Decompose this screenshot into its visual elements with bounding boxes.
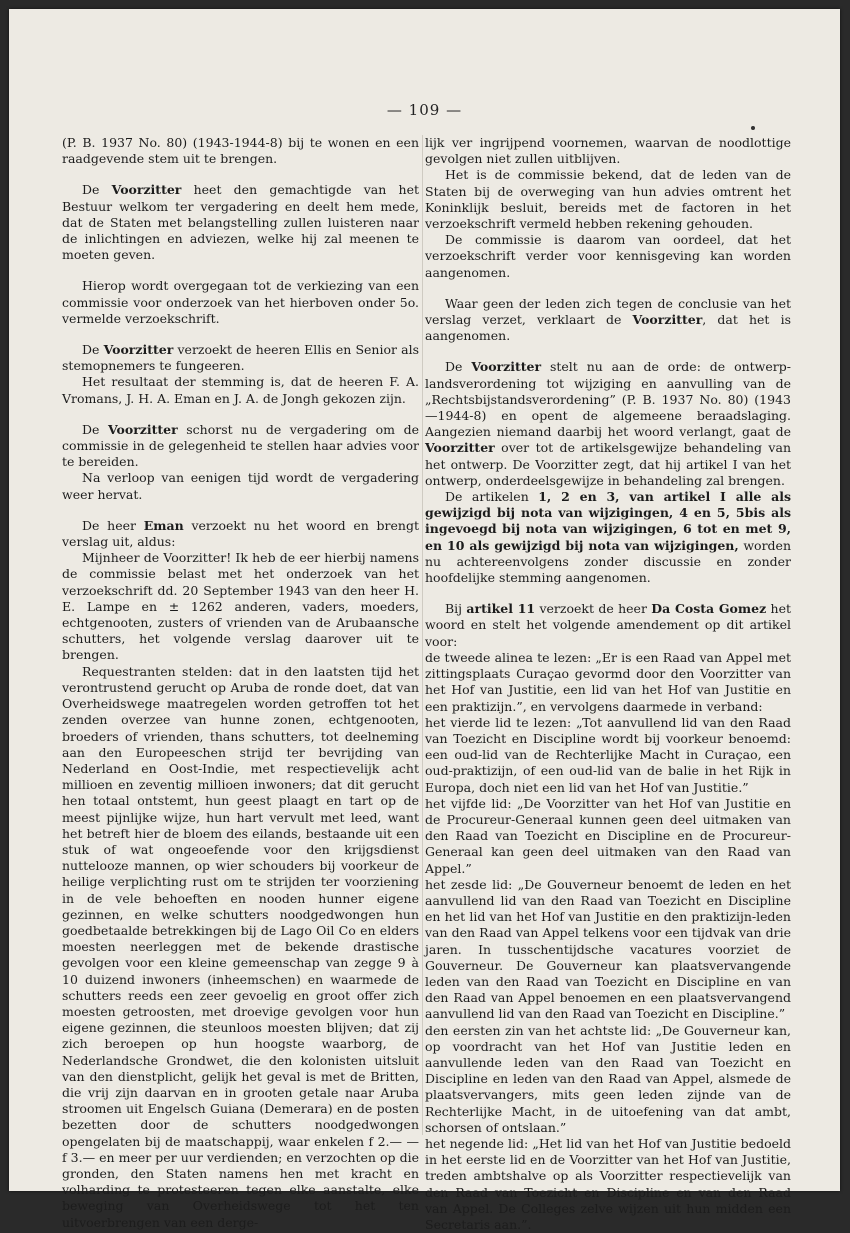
- bold-text: 1, 2 en 3, van artikel I alle als gewijzigd bij nota van wijzigingen, 4 en 5, 5bis als ingevoegd bij nota van wijzigingen, 6 tot en met 9, en 10 als gewijzigd bij nota van wijzigingen,: [425, 489, 791, 553]
- left-column: [62, 135, 419, 1231]
- text-run: De: [82, 182, 112, 198]
- bold-text: Voorzitter: [103, 342, 174, 358]
- paragraph: [62, 422, 419, 471]
- paragraph: Hierop wordt overgegaan tot de verkiezing van een commissie voor onderzoek van het hierboven onder 5o. vermelde verzoekschrift.: [62, 278, 419, 326]
- paragraph: den eersten zin van het achtste lid: „De Gouverneur kan, op voordracht van het Hof van Justitie leden en aanvullende leden van den Raad van Toezicht en Discipline en leden van den Raad van Appel, alsmede de plaatsvervangers, mits geen leden zijnde van de Rechterlijke Macht, in de uitoefening van dat ambt, schorsen of ontslaan.”: [425, 1022, 791, 1135]
- paragraph: De commissie is daarom van oordeel, dat het verzoekschrift verder voor kennisgeving kan worden aangenomen.: [425, 232, 791, 280]
- text-run: heet den gemachtigde van het Bestuur welkom ter vergadering en deelt hem mede, dat de Staten met belangstelling zullen luisteren naar de inlichtingen en adviezen, welke hij zal meenen te moeten geven.: [62, 182, 419, 263]
- text-run: stelt nu aan de orde: de ontwerp-landsverordening tot wijziging en aanvulling van de „Rechtsbijstandsverordening” (P. B. 1937 No. 80) (1943—1944-8) en opent de algemeene beraadslaging. Aangezien niemand daarbij het woord verlangt, gaat de: [425, 359, 791, 440]
- text-run: verzoekt de heer: [535, 601, 652, 617]
- paragraph: Het resultaat der stemming is, dat de heeren F. A. Vromans, J. H. A. Eman en J. A. de Jongh gekozen zijn.: [62, 374, 419, 406]
- text-run: De: [82, 342, 104, 358]
- text-run: over tot de artikelsgewijze behandeling van het ontwerp. De Voorzitter zegt, dat hij artikel I van het ontwerp, onderdeelsgewijze in behandeling zal brengen.: [425, 440, 791, 488]
- page-number: — 109 —: [386, 101, 463, 119]
- paragraph: [62, 182, 419, 263]
- paragraph: de tweede alinea te lezen: „Er is een Raad van Appel met zittingsplaats Curaçao gevormd door den Voorzitter van het Hof van Justitie, een lid van het Hof van Justitie en een praktizijn.”, en vervolgens daarmede in verband:: [425, 649, 791, 714]
- text-run: schorst nu de vergadering om de commissie in de gelegenheid te stellen haar advies voor te bereiden.: [62, 421, 419, 470]
- paragraph: Na verloop van eenigen tijd wordt de vergadering weer hervat.: [62, 470, 419, 502]
- bold-text: Voorzitter: [471, 359, 542, 375]
- bold-text: Voorzitter: [632, 312, 703, 328]
- text-run: verzoekt nu het woord en brengt verslag uit, aldus:: [62, 517, 419, 550]
- text-run: De: [445, 359, 472, 375]
- bold-text: Eman: [143, 517, 184, 533]
- paragraph: [425, 359, 791, 489]
- paragraph: [425, 601, 791, 650]
- paragraph: lijk ver ingrijpend voornemen, waarvan de noodlottige gevolgen niet zullen uitblijven.: [425, 135, 791, 167]
- paragraph: het zesde lid: „De Gouverneur benoemt de leden en het aanvullend lid van den Raad van Toezicht en Discipline en het lid van het Hof van Justitie en den praktizijn-leden van den Raad van Appel telkens voor een tijdvak van drie jaren. In tusschentijdsche vacatures voorziet de Gouverneur. De Gouverneur kan plaatsvervangende leden van den Raad van Toezicht en Discipline en van den Raad van Appel benoemen en een plaatsvervangend aanvullend lid van den Raad van Toezicht en Discipline.”: [425, 876, 791, 1022]
- paragraph: Het is de commissie bekend, dat de leden van de Staten bij de overweging van hun advies omtrent het Koninklijk besluit, bereids met de factoren in het verzoekschrift vermeld hebben rekening gehouden.: [425, 167, 791, 232]
- column-divider: [422, 135, 423, 1135]
- paragraph: (P. B. 1937 No. 80) (1943-1944-8) bij te wonen en een raadgevende stem uit te brengen.: [62, 135, 419, 167]
- bold-text: artikel 11: [466, 601, 536, 617]
- paragraph: [62, 518, 419, 550]
- text-run: , dat het is aangenomen.: [425, 312, 791, 344]
- text-run: Bij: [445, 601, 467, 617]
- paragraph: het vijfde lid: „De Voorzitter van het Hof van Justitie en de Procureur-Generaal kunnen geen deel uitmaken van den Raad van Toezicht en Discipline en de Procureur-Generaal kan geen deel uitmaken van den Raad van Appel.”: [425, 795, 791, 876]
- bold-text: Voorzitter: [425, 440, 495, 456]
- paragraph: Mijnheer de Voorzitter! Ik heb de eer hierbij namens de commissie belast met het onderzoek van het verzoekschrift dd. 20 September 1943 van den heer H. E. Lampe en ± 1262 anderen, vaders, moeders, echtgenooten, zusters of vrienden van de Arubaansche schutters, het volgende verslag daarover uit te brengen.: [62, 550, 419, 663]
- paragraph: het vierde lid te lezen: „Tot aanvullend lid van den Raad van Toezicht en Discipline wordt bij voorkeur benoemd: een oud-lid van de Rechterlijke Macht in Curaçao, een oud-praktizijn, of een oud-lid van de balie in het Rijk in Europa, doch niet een lid van het Hof van Justitie.”: [425, 714, 791, 795]
- paragraph: [425, 489, 791, 586]
- text-run: Waar geen der leden zich tegen de conclusie van het verslag verzet, verklaart de: [425, 295, 791, 328]
- text-run: worden nu achtereenvolgens zonder discussie en zonder hoofdelijke stemming aangenomen.: [425, 537, 792, 586]
- bold-text: Voorzitter: [111, 182, 182, 198]
- document-page: [9, 9, 840, 1232]
- text-run: De: [82, 421, 108, 437]
- paragraph: het negende lid: „Het lid van het Hof van Justitie bedoeld in het eerste lid en de Voorzitter van het Hof van Justitie, treden ambtshalve op als Voorzitter respectievelijk van den Raad van Toezicht en Discipline en van den Raad van Appel. De Colleges zelve wijzen uit hun midden een Secretaris aan.”.: [425, 1135, 791, 1232]
- paragraph: [425, 296, 791, 345]
- text-run: verzoekt de heeren Ellis en Senior als stemopnemers te fungeeren.: [62, 342, 419, 374]
- right-column: [425, 135, 791, 1233]
- bold-text: Da Costa Gomez: [651, 601, 767, 617]
- ink-dot: [751, 126, 755, 130]
- bold-text: Voorzitter: [107, 421, 178, 437]
- text-run: het woord en stelt het volgende amendement op dit artikel voor:: [425, 601, 791, 649]
- text-run: De artikelen: [445, 489, 539, 505]
- text-run: De heer: [82, 517, 144, 533]
- paragraph: [62, 342, 419, 374]
- paragraph: Requestranten stelden: dat in den laatsten tijd het verontrustend gerucht op Aruba de ronde doet, dat van Overheidswege maatregelen worden getroffen tot het zenden overzee van hunne zonen, echtgenooten, broeders of vrienden, thans schutters, tot deelneming aan den Europeeschen strijd ter bevrijding van Nederland en Oost-Indie, met respectievelijk acht millioen en zeventig millioen inwoners; dat dit gerucht hen totaal ontstemt, hun geest plaagt en tart op de meest pijnlijke wijze, hun hart vervult met leed, want het betreft hier de bloem des eilands, bestaande uit een stuk of wat ongeoefende voor den krijgsdienst nuttelooze mannen, op wier schouders bij voorkeur de heilige verplichting rust om te strijden ter voorziening in de vele behoeften en nooden hunner eigene gezinnen, en welke schutters noodgedwongen hun goedbetaalde betrekkingen bij de Lago Oil Co en elders moesten neerleggen met de bekende drastische gevolgen voor een kleine gemeenschap van zegge 9 à 10 duizend inwoners (inheemschen) en waarmede de schutters reeds een zeer gevoelig en groot offer zich moesten getroosten, met droevige gevolgen voor hun eigene gezinnen, die steunloos moesten blijven; dat zij zich beroepen op hun hoogste waarborg, de Nederlandsche Grondwet, die den kolonisten uitsluit van den dienstplicht, gelijk het geval is met de Britten, die vrij zijn daarvan en in grooten getale naar Aruba stroomen uit Engelsch Guiana (Demerara) en de posten bezetten door de schutters noodgedwongen opengelaten bij de maatschappij, waar enkelen f 2.— — f 3.— en meer per uur verdienden; en verzochten op die gronden, den Staten namens hen met kracht en volharding te protesteeren tegen elke aanstalte, elke beweging van Overheidswege tot het ten uitvoerbrengen van een derge-: [62, 663, 419, 1230]
